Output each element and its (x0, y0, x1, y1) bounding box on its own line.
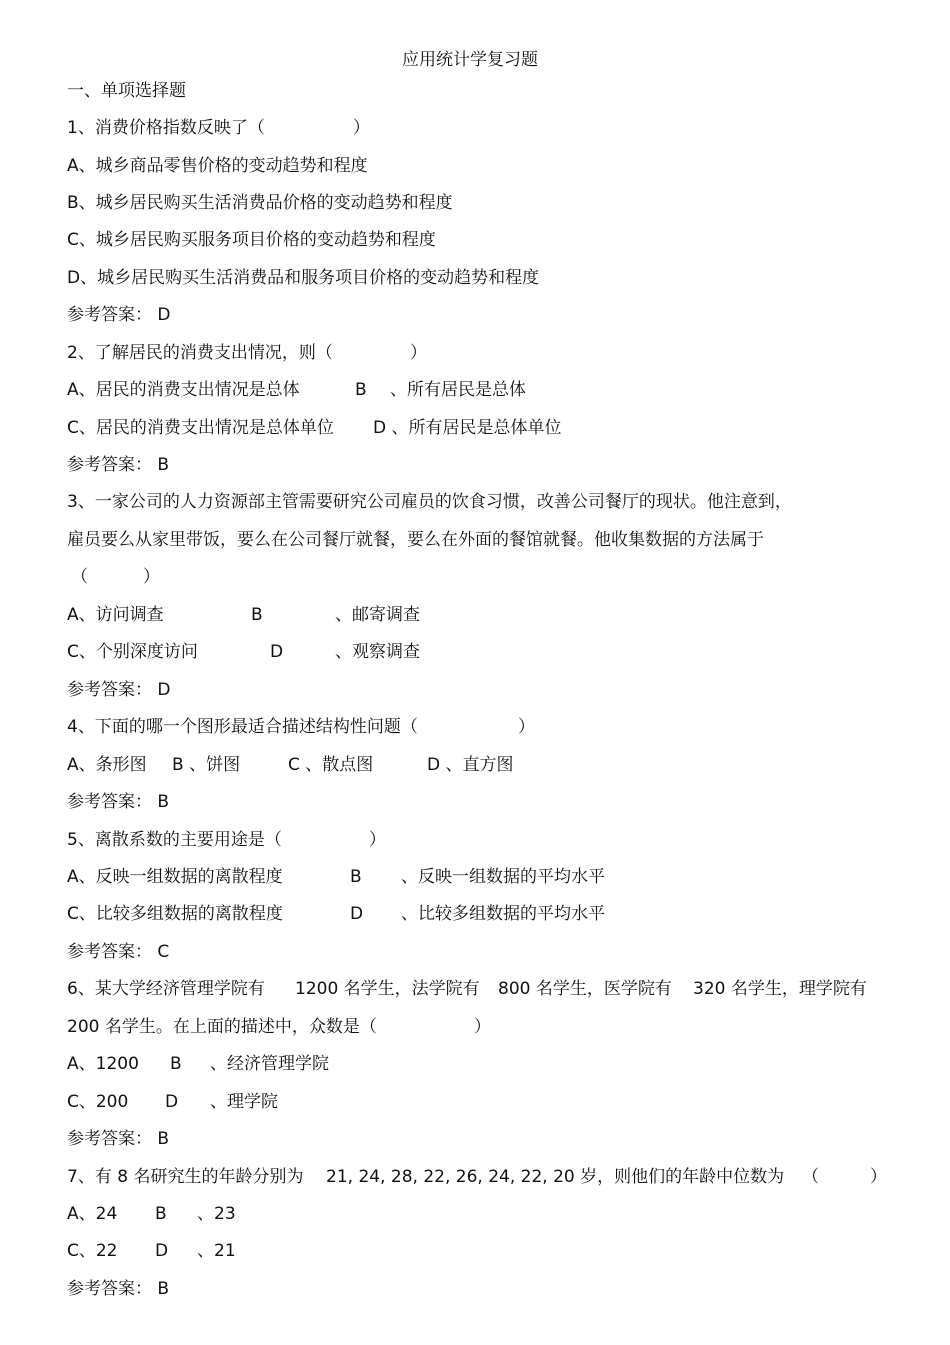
question-5-option-d-letter: D (350, 904, 364, 924)
question-6-option-b: 、经济管理学院 (210, 1054, 329, 1074)
question-2-answer: 参考答案： B (67, 455, 170, 475)
question-2-option-b: 、所有居民是总体 (390, 380, 526, 400)
question-1-close-paren: ） (353, 118, 370, 138)
question-1-answer: 参考答案： D (67, 305, 171, 325)
question-1-option-c: C、城乡居民购买服务项目价格的变动趋势和程度 (67, 230, 436, 250)
question-6-stem-part-1: 6、某大学经济管理学院有 (67, 979, 265, 999)
question-4-answer: 参考答案： B (67, 792, 170, 812)
question-4-option-c: C 、散点图 (288, 755, 374, 775)
question-3-option-c: C、个别深度访问 (67, 642, 198, 662)
question-7-close-paren: ） (870, 1167, 887, 1187)
question-1-option-b: B、城乡居民购买生活消费品价格的变动趋势和程度 (67, 193, 453, 213)
question-5-option-c: C、比较多组数据的离散程度 (67, 904, 283, 924)
question-2-option-c: C、居民的消费支出情况是总体单位 (67, 418, 334, 438)
question-4-option-a: A、条形图 (67, 755, 147, 775)
question-6-stem-part-2: 1200 名学生，法学院有 (295, 979, 480, 999)
question-5-option-b: 、反映一组数据的平均水平 (401, 867, 605, 887)
question-7-option-d: 、21 (197, 1241, 236, 1261)
question-4-close-paren: ） (518, 717, 535, 737)
question-6-stem-part-3: 800 名学生，医学院有 (498, 979, 672, 999)
question-7-stem-part-1: 7、有 8 名研究生的年龄分别为 (67, 1167, 304, 1187)
question-5-option-a: A、反映一组数据的离散程度 (67, 867, 283, 887)
question-6-stem-part-4: 320 名学生，理学院有 (693, 979, 867, 999)
question-1-stem: 1、消费价格指数反映了（ (67, 118, 265, 138)
question-3-stem-1: 3、一家公司的人力资源部主管需要研究公司雇员的饮食习惯，改善公司餐厅的现状。他注意到， (67, 492, 792, 512)
question-6-answer: 参考答案： B (67, 1129, 170, 1149)
question-3-option-a: A、访问调查 (67, 605, 164, 625)
question-5-stem: 5、离散系数的主要用途是（ (67, 830, 282, 850)
question-3-option-d-letter: D (270, 642, 284, 662)
question-6-close-paren: ） (474, 1017, 491, 1037)
document-title: 应用统计学复习题 (402, 50, 538, 70)
question-6-stem-part-5: 200 名学生。在上面的描述中，众数是（ (67, 1017, 377, 1037)
question-5-answer: 参考答案： C (67, 942, 170, 962)
question-2-close-paren: ） (410, 343, 427, 363)
question-6-option-d-letter: D (165, 1092, 179, 1112)
question-4-option-d: D 、直方图 (427, 755, 514, 775)
question-6-option-c: C、200 (67, 1092, 129, 1112)
question-3-open-paren: （ (71, 567, 88, 587)
question-3-stem-2: 雇员要么从家里带饭，要么在公司餐厅就餐，要么在外面的餐馆就餐。他收集数据的方法属于 (67, 530, 764, 550)
question-6-option-d: 、理学院 (210, 1092, 278, 1112)
question-4-stem: 4、下面的哪一个图形最适合描述结构性问题（ (67, 717, 418, 737)
question-3-option-b-letter: B (251, 605, 263, 625)
question-2-option-a: A、居民的消费支出情况是总体 (67, 380, 300, 400)
question-6-option-b-letter: B (170, 1054, 182, 1074)
question-3-option-d: 、观察调查 (335, 642, 420, 662)
question-7-answer: 参考答案： B (67, 1279, 170, 1299)
section-heading: 一、单项选择题 (67, 81, 186, 101)
question-7-option-b: 、23 (197, 1204, 236, 1224)
question-7-option-a: A、24 (67, 1204, 118, 1224)
question-7-option-b-letter: B (155, 1204, 167, 1224)
question-6-option-a: A、1200 (67, 1054, 139, 1074)
question-7-stem-part-2: 21, 24, 28, 22, 26, 24, 22, 20 岁，则他们的年龄中位数为 (326, 1167, 785, 1187)
question-7-open-paren: （ (802, 1167, 819, 1187)
question-2-option-b-letter: B (355, 380, 367, 400)
question-7-option-d-letter: D (155, 1241, 169, 1261)
question-5-option-b-letter: B (350, 867, 362, 887)
question-7-option-c: C、22 (67, 1241, 118, 1261)
question-3-answer: 参考答案： D (67, 680, 171, 700)
question-4-option-b: B 、饼图 (172, 755, 241, 775)
question-1-option-a: A、城乡商品零售价格的变动趋势和程度 (67, 156, 368, 176)
question-2-stem: 2、了解居民的消费支出情况，则（ (67, 343, 333, 363)
question-5-option-d: 、比较多组数据的平均水平 (401, 904, 605, 924)
question-3-option-b: 、邮寄调查 (335, 605, 420, 625)
question-1-option-d: D、城乡居民购买生活消费品和服务项目价格的变动趋势和程度 (67, 268, 540, 288)
question-3-close-paren: ） (143, 567, 160, 587)
question-2-option-d: D 、所有居民是总体单位 (373, 418, 562, 438)
question-5-close-paren: ） (369, 830, 386, 850)
